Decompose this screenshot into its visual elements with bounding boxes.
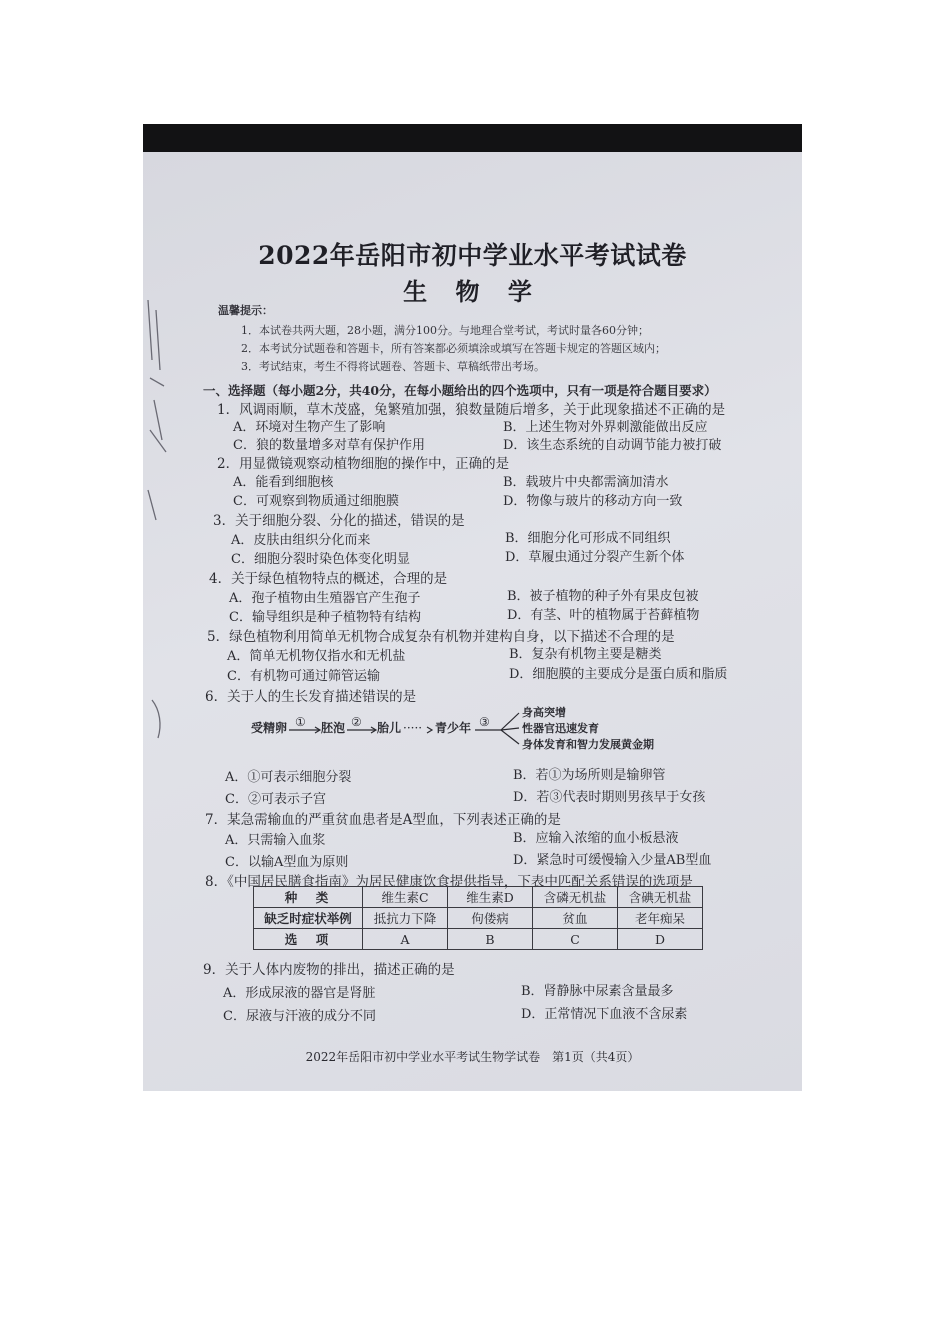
table-cell: 含磷无机盐 xyxy=(533,887,618,908)
branch-arrow xyxy=(501,728,519,730)
tip-item: 3．考试结束，考生不得将试题卷、答题卡、草稿纸带出考场。 xyxy=(241,360,545,373)
option-c: C．有机物可通过筛管运输 xyxy=(227,669,380,684)
option-a: A．形成尿液的器官是肾脏 xyxy=(223,986,376,1001)
option-b: B．载玻片中央都需滴加清水 xyxy=(503,475,669,490)
option-c: C．可观察到物质通过细胞膜 xyxy=(233,494,399,509)
development-diagram xyxy=(243,700,654,756)
step-label-3: ③ xyxy=(479,715,490,729)
table-cell: 含碘无机盐 xyxy=(618,887,703,908)
table-row xyxy=(254,908,703,929)
table-cell: 缺乏时症状举例 xyxy=(254,908,363,929)
option-b: B．细胞分化可形成不同组织 xyxy=(505,531,671,546)
branch-arrow xyxy=(501,713,519,730)
option-c: C．狼的数量增多对草有保护作用 xyxy=(233,438,425,453)
option-d: D．正常情况下血液不含尿素 xyxy=(521,1007,688,1022)
option-d: D．草履虫通过分裂产生新个体 xyxy=(505,550,685,565)
option-a: A．环境对生物产生了影响 xyxy=(233,420,386,435)
option-b: B．被子植物的种子外有果皮包被 xyxy=(507,589,699,604)
branch-label: 身高突增 xyxy=(522,706,566,719)
nutrition-table xyxy=(253,886,703,950)
option-b: B．肾静脉中尿素含量最多 xyxy=(521,984,674,999)
table-cell: 维生素C xyxy=(363,887,448,908)
table-row xyxy=(254,929,703,950)
option-d: D．该生态系统的自动调节能力被打破 xyxy=(503,438,722,453)
table-cell: A xyxy=(363,929,448,950)
option-a: A．孢子植物由生殖器官产生孢子 xyxy=(229,591,421,606)
branch-label: 身体发育和智力发展黄金期 xyxy=(522,738,654,751)
stage-zygote: 受精卵 xyxy=(251,721,288,735)
table-cell: 佝偻病 xyxy=(448,908,533,929)
question-stem: 2．用显微镜观察动植物细胞的操作中，正确的是 xyxy=(217,456,510,472)
arrow-head xyxy=(427,727,432,733)
tip-item: 2．本考试分试题卷和答题卡，所有答案都必须填涂或填写在答题卡规定的答题区域内； xyxy=(241,342,666,355)
option-a: A．只需输入血浆 xyxy=(225,833,326,848)
pencil-marks xyxy=(142,300,172,740)
tips-heading: 温馨提示： xyxy=(218,304,273,317)
option-a: A．皮肤由组织分化而来 xyxy=(231,533,371,548)
option-d: D．若③代表时期则男孩早于女孩 xyxy=(513,790,706,805)
table-cell: B xyxy=(448,929,533,950)
exam-subject: 生 物 学 xyxy=(403,277,542,306)
option-b: B．上述生物对外界刺激能做出反应 xyxy=(503,420,708,435)
option-d: D．物像与玻片的移动方向一致 xyxy=(503,494,683,509)
option-b: B．复杂有机物主要是糖类 xyxy=(509,647,662,662)
table-cell: 选 项 xyxy=(254,929,363,950)
question-stem: 9．关于人体内废物的排出，描述正确的是 xyxy=(203,962,455,978)
option-a: A．能看到细胞核 xyxy=(233,475,334,490)
option-d: D．细胞膜的主要成分是蛋白质和脂质 xyxy=(509,667,728,682)
stage-fetus: 胎儿 xyxy=(377,721,402,735)
stage-adolescent: 青少年 xyxy=(435,721,472,735)
option-c: C．尿液与汗液的成分不同 xyxy=(223,1009,376,1024)
step-label-2: ② xyxy=(351,715,362,729)
option-d: D．紧急时可缓慢输入少量AB型血 xyxy=(513,853,712,868)
table-cell: D xyxy=(618,929,703,950)
exam-sheet xyxy=(143,152,802,1091)
exam-title: 2022年岳阳市初中学业水平考试试卷 xyxy=(258,241,687,270)
question-stem: 7．某急需输血的严重贫血患者是A型血，下列表述正确的是 xyxy=(205,812,561,828)
table-row xyxy=(254,887,703,908)
table-cell: C xyxy=(533,929,618,950)
section-heading: 一、选择题（每小题2分，共40分，在每小题给出的四个选项中，只有一项是符合题目要求） xyxy=(203,383,717,398)
option-c: C．以输A型血为原则 xyxy=(225,855,349,870)
question-stem: 1．风调雨顺，草木茂盛，兔繁殖加强，狼数量随后增多，关于此现象描述不正确的是 xyxy=(217,402,726,418)
exam-photo xyxy=(143,124,802,1091)
question-stem: 6．关于人的生长发育描述错误的是 xyxy=(205,689,417,705)
option-b: B．应输入浓缩的血小板悬液 xyxy=(513,831,679,846)
branch-arrow xyxy=(501,730,519,744)
tip-item: 1．本试卷共两大题，28小题，满分100分。与地理合堂考试，考试时量各60分钟； xyxy=(241,324,649,337)
table-cell: 老年痴呆 xyxy=(618,908,703,929)
page-footer: 2022年岳阳市初中学业水平考试生物学试卷 第1页（共4页） xyxy=(305,1050,640,1064)
option-a: A．①可表示细胞分裂 xyxy=(225,770,352,785)
option-c: C．输导组织是种子植物特有结构 xyxy=(229,610,421,625)
table-cell: 维生素D xyxy=(448,887,533,908)
question-stem: 4．关于绿色植物特点的概述，合理的是 xyxy=(209,571,448,587)
table-cell: 抵抗力下降 xyxy=(363,908,448,929)
table-cell: 种 类 xyxy=(254,887,363,908)
question-stem: 5．绿色植物利用简单无机物合成复杂有机物并建构自身，以下描述不合理的是 xyxy=(207,629,675,645)
option-c: C．细胞分裂时染色体变化明显 xyxy=(231,552,410,567)
question-stem: 8．《中国居民膳食指南》为居民健康饮食提供指导，下表中匹配关系错误的选项是 xyxy=(205,874,693,890)
question-stem: 3．关于细胞分裂、分化的描述，错误的是 xyxy=(213,513,465,529)
option-a: A．简单无机物仅指水和无机盐 xyxy=(227,649,406,664)
ellipsis: ····· xyxy=(403,721,423,735)
option-d: D．有茎、叶的植物属于苔藓植物 xyxy=(507,608,700,623)
step-label-1: ① xyxy=(295,715,306,729)
stage-blastocyst: 胚泡 xyxy=(321,721,346,735)
option-c: C．②可表示子宫 xyxy=(225,792,326,807)
table-cell: 贫血 xyxy=(533,908,618,929)
option-b: B．若①为场所则是输卵管 xyxy=(513,768,666,783)
branch-label: 性器官迅速发育 xyxy=(522,722,599,735)
